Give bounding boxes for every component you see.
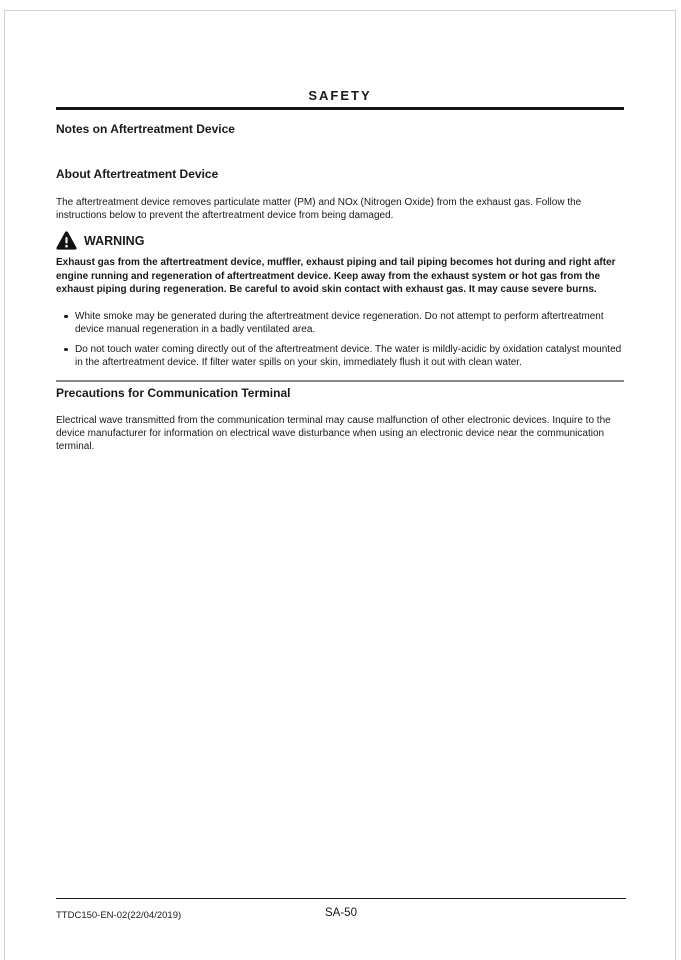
section-heading-about-aftertreatment: About Aftertreatment Device — [56, 167, 219, 181]
warning-header — [56, 231, 624, 250]
footer-rule — [56, 898, 626, 899]
title-double-rule — [56, 107, 624, 110]
section-divider-rule — [56, 380, 624, 382]
warning-triangle-icon — [56, 231, 77, 250]
about-intro-paragraph: The aftertreatment device removes particulate matter (PM) and NOx (Nitrogen Oxide) from the exhaust gas. Follow the instructions below to prevent the aftertreatment device from being damaged. — [56, 197, 582, 221]
page-title: SAFETY — [308, 88, 372, 103]
page-number: SA-50 — [325, 907, 357, 919]
precaution-bullet-list — [56, 310, 624, 369]
document-code: TTDC150-EN-02(22/04/2019) — [56, 910, 182, 921]
bullet-item-white-smoke: White smoke may be generated during the aftertreatment device regeneration. Do not attempt to perform aftertreatment device manual regeneration in a badly ventilated area. — [56, 310, 624, 336]
communication-paragraph: Electrical wave transmitted from the communication terminal may cause malfunction of other electronic devices. Inquire to the device manufacturer for information on electrical wave disturbance when using an electronic device near the communication terminal. — [56, 414, 611, 452]
section-heading-communication-terminal: Precautions for Communication Terminal — [56, 385, 291, 400]
warning-label: WARNING — [84, 233, 145, 248]
bullet-item-acidic-water: Do not touch water coming directly out of the aftertreatment device. The water is mildly-acidic by oxidation catalyst mounted in the aftertreatment device. If filter water spills on your skin, immediately flush it out with clean water. — [56, 343, 624, 369]
page-content — [5, 88, 675, 453]
manual-page — [4, 10, 676, 960]
chapter-heading: Notes on Aftertreatment Device — [56, 122, 235, 136]
warning-paragraph: Exhaust gas from the aftertreatment device, muffler, exhaust piping and tail piping becomes hot during and right after engine running and regeneration of aftertreatment device. Keep away from the exhaust system or hot gas from the exhaust piping during regeneration. Be careful to avoid skin contact with exhaust gas. It may cause severe burns. — [56, 257, 616, 295]
